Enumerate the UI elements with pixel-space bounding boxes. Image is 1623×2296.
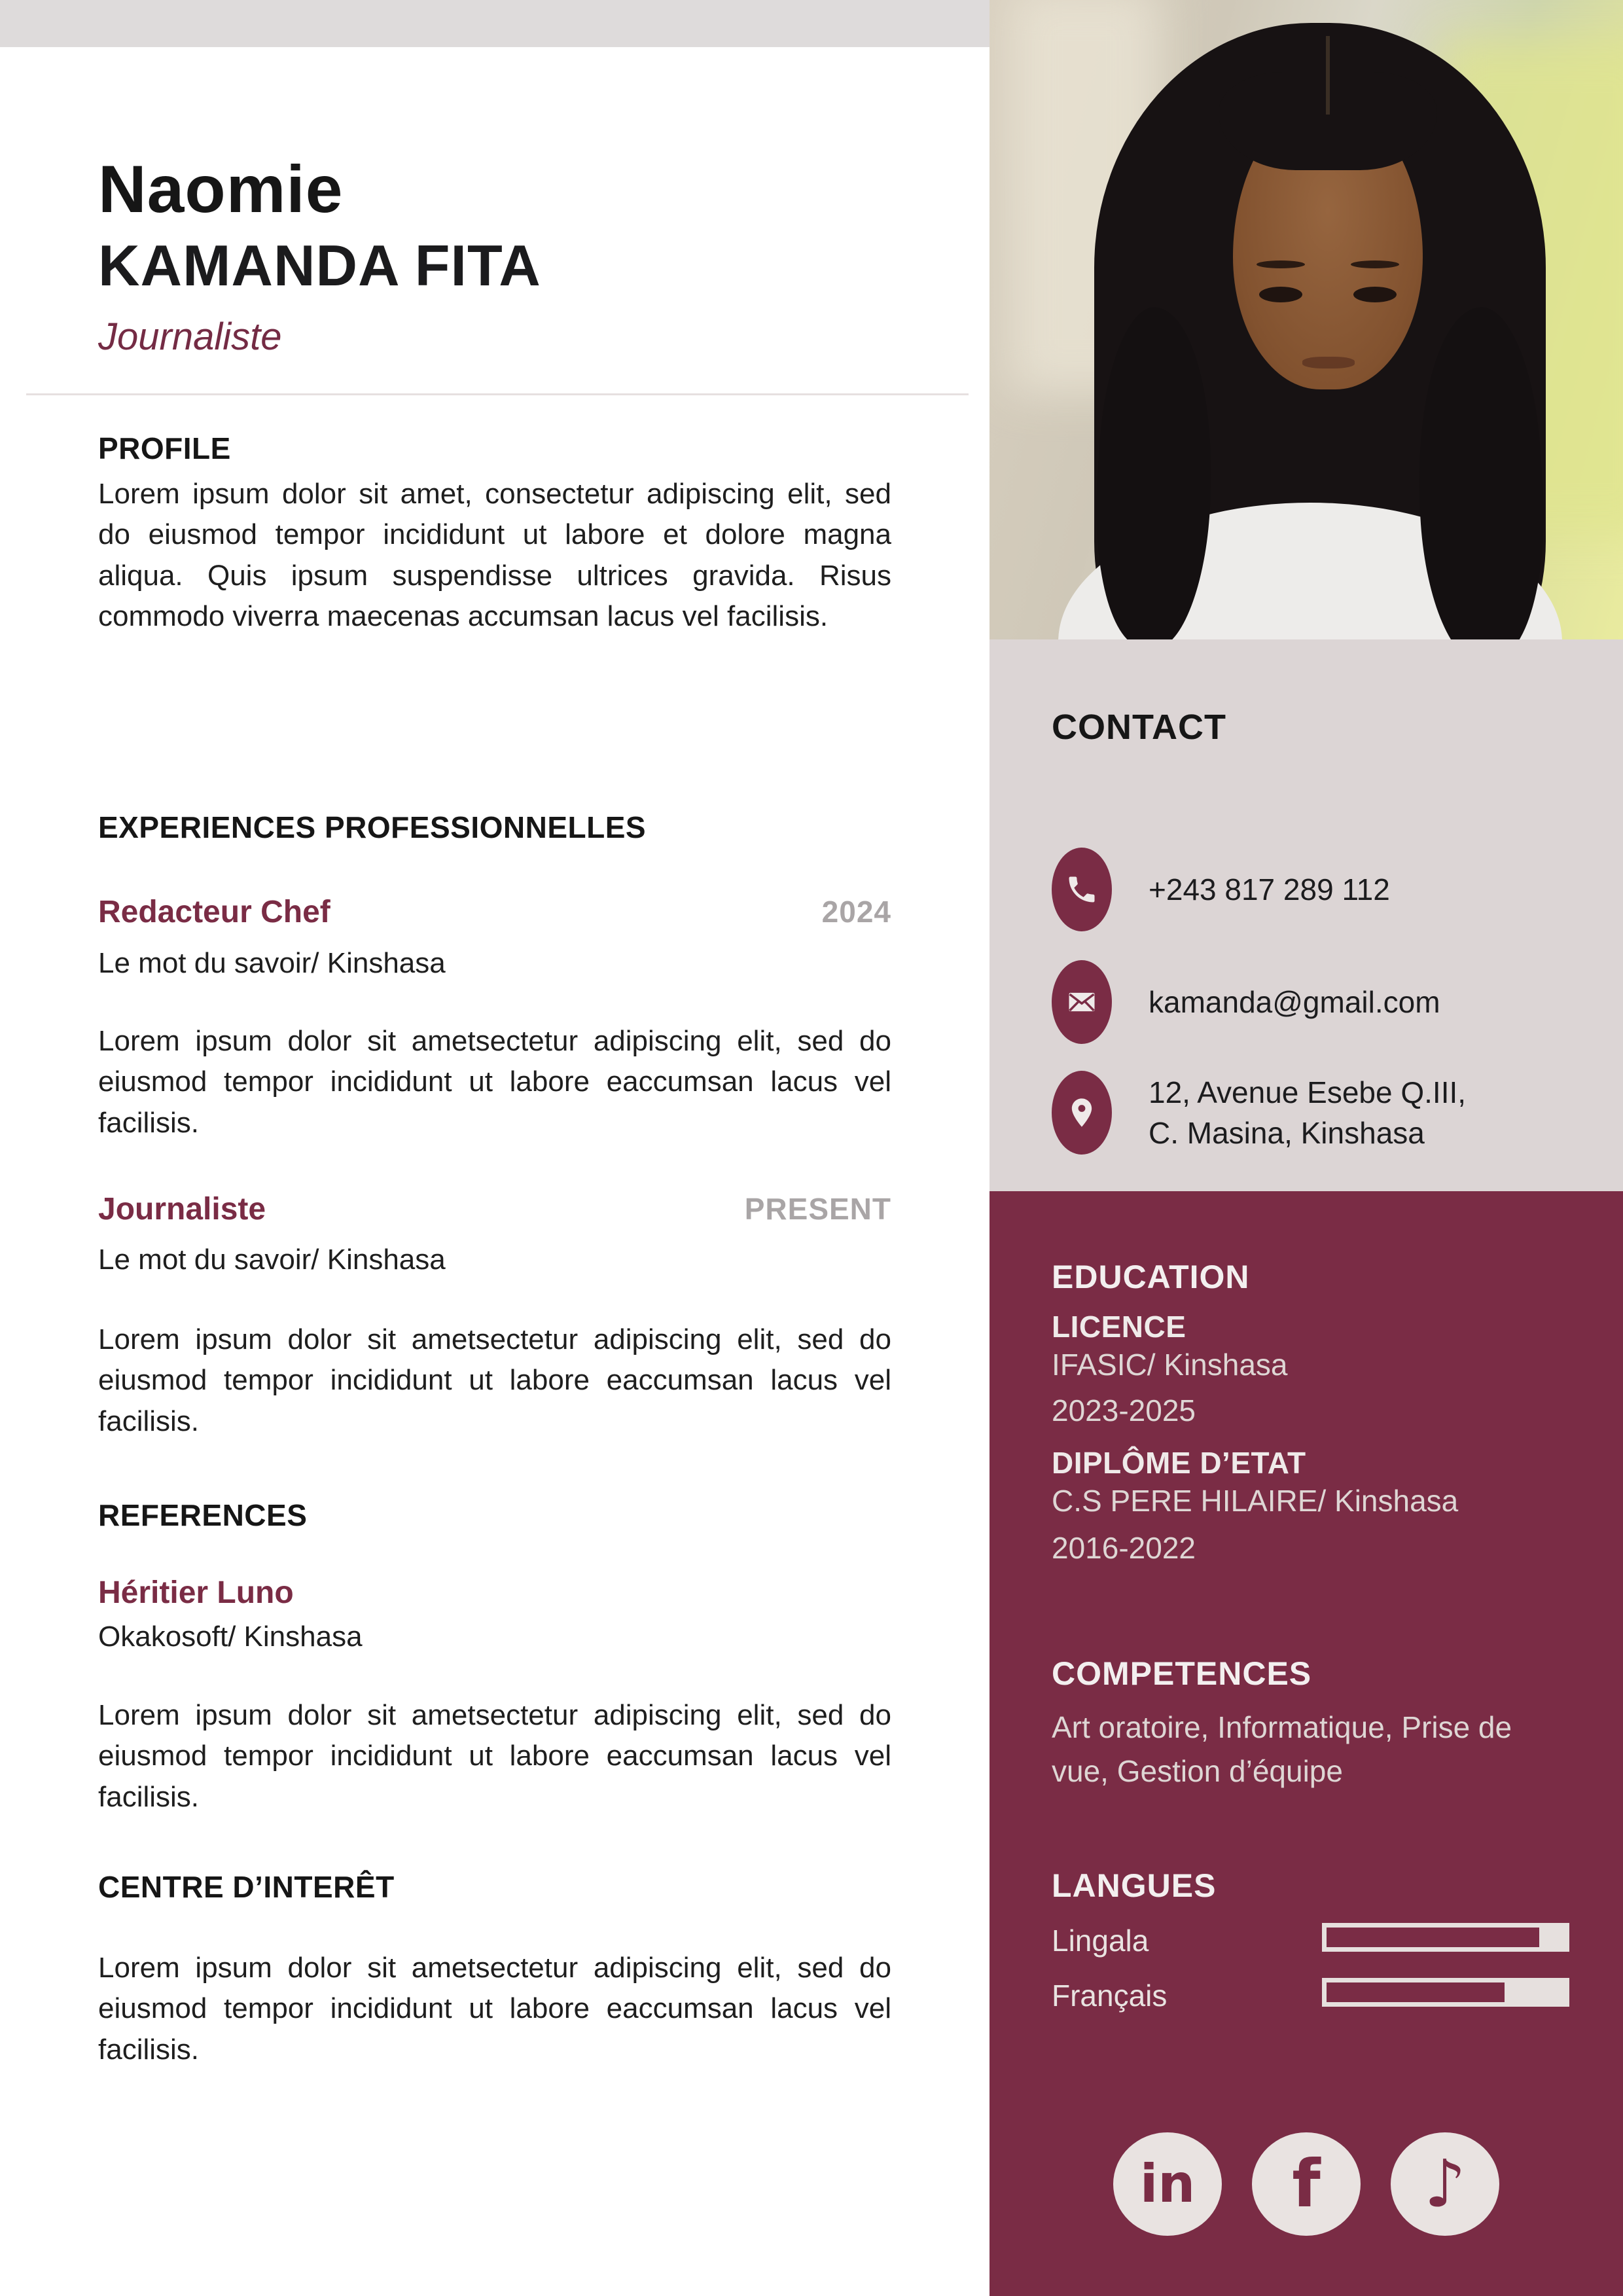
competences-body: Art oratoire, Informatique, Prise de vue, Gestion d’équipe <box>1052 1710 1512 1788</box>
experience-heading: EXPERIENCES PROFESSIONNELLES <box>98 810 647 844</box>
profile-photo <box>990 0 1623 639</box>
portrait-hair-part <box>1326 36 1330 115</box>
experience-body: Lorem ipsum dolor sit ametsectetur adipiscing elit, sed do eiusmod tempor incididunt ut labore eaccumsan lacus vel facilisis. <box>98 1323 891 1437</box>
experience-role: Redacteur Chef <box>98 895 330 929</box>
contact-phone-row <box>1052 848 1390 931</box>
email-icon <box>1052 960 1112 1044</box>
header-divider <box>26 393 969 395</box>
reference-org: Okakosoft/ Kinshasa <box>98 1621 363 1653</box>
address-line-2: C. Masina, Kinshasa <box>1149 1116 1425 1150</box>
address-line-1: 12, Avenue Esebe Q.III, <box>1149 1075 1467 1109</box>
contact-address-row <box>1052 1071 1466 1155</box>
language-level-fill <box>1327 1982 1505 2002</box>
education-degree: LICENCE <box>1052 1310 1186 1344</box>
first-name: Naomie <box>98 152 344 226</box>
contact-heading: CONTACT <box>1052 708 1226 747</box>
portrait-eye <box>1353 287 1397 302</box>
linkedin-icon: in <box>1113 2132 1222 2236</box>
education-years: 2016-2022 <box>1052 1531 1196 1565</box>
social-icons-row <box>990 2132 1623 2236</box>
location-pin-icon <box>1052 1071 1112 1155</box>
competences-heading: COMPETENCES <box>1052 1655 1312 1692</box>
experience-date: PRESENT <box>744 1192 891 1226</box>
portrait-eyebrow <box>1257 260 1305 268</box>
reference-name: Héritier Luno <box>98 1575 294 1610</box>
contact-email-row <box>1052 960 1440 1044</box>
portrait-eyebrow <box>1351 260 1399 268</box>
experience-date: 2024 <box>821 895 891 929</box>
portrait-eye <box>1259 287 1302 302</box>
address <box>1149 1072 1466 1153</box>
reference-body: Lorem ipsum dolor sit ametsectetur adipiscing elit, sed do eiusmod tempor incididunt ut labore eaccumsan lacus vel facilisis. <box>98 1699 891 1813</box>
language-level-bar <box>1322 1923 1569 1952</box>
phone-number: +243 817 289 112 <box>1149 872 1390 906</box>
top-gray-band <box>0 0 990 47</box>
language-name: Lingala <box>1052 1924 1149 1958</box>
language-level-bar <box>1322 1978 1569 2007</box>
tiktok-icon: ♪ <box>1391 2132 1499 2236</box>
experience-org: Le mot du savoir/ Kinshasa <box>98 947 446 979</box>
education-degree: DIPLÔME D’ETAT <box>1052 1446 1306 1480</box>
profile-body: Lorem ipsum dolor sit amet, consectetur adipiscing elit, sed do eiusmod tempor incididunt ut labore et dolore magna aliqua. Quis ipsum suspendisse ultrices gravida. Risus commodo viverra maecenas accumsan lacus vel facilisis. <box>98 478 891 633</box>
references-heading: REFERENCES <box>98 1498 308 1532</box>
education-heading: EDUCATION <box>1052 1259 1250 1295</box>
email-address: kamanda@gmail.com <box>1149 984 1440 1019</box>
education-years: 2023-2025 <box>1052 1393 1196 1427</box>
experience-body: Lorem ipsum dolor sit ametsectetur adipiscing elit, sed do eiusmod tempor incididunt ut labore eaccumsan lacus vel facilisis. <box>98 1025 891 1139</box>
job-title: Journaliste <box>98 315 282 358</box>
interests-body: Lorem ipsum dolor sit ametsectetur adipiscing elit, sed do eiusmod tempor incididunt ut labore eaccumsan lacus vel facilisis. <box>98 1952 891 2066</box>
phone-icon <box>1052 848 1112 931</box>
last-name: KAMANDA FITA <box>98 233 541 298</box>
education-school: C.S PERE HILAIRE/ Kinshasa <box>1052 1484 1459 1518</box>
experience-item <box>98 1191 891 1227</box>
portrait-mouth <box>1302 357 1355 368</box>
experience-role: Journaliste <box>98 1192 266 1227</box>
facebook-icon: f <box>1252 2132 1361 2236</box>
education-school: IFASIC/ Kinshasa <box>1052 1348 1288 1382</box>
langues-heading: LANGUES <box>1052 1867 1217 1904</box>
right-column <box>990 0 1623 2296</box>
interests-heading: CENTRE D’INTERÊT <box>98 1870 395 1904</box>
language-name: Français <box>1052 1979 1168 2013</box>
experience-item <box>98 894 891 930</box>
language-level-fill <box>1327 1928 1539 1947</box>
profile-heading: PROFILE <box>98 431 231 465</box>
experience-org: Le mot du savoir/ Kinshasa <box>98 1244 446 1276</box>
